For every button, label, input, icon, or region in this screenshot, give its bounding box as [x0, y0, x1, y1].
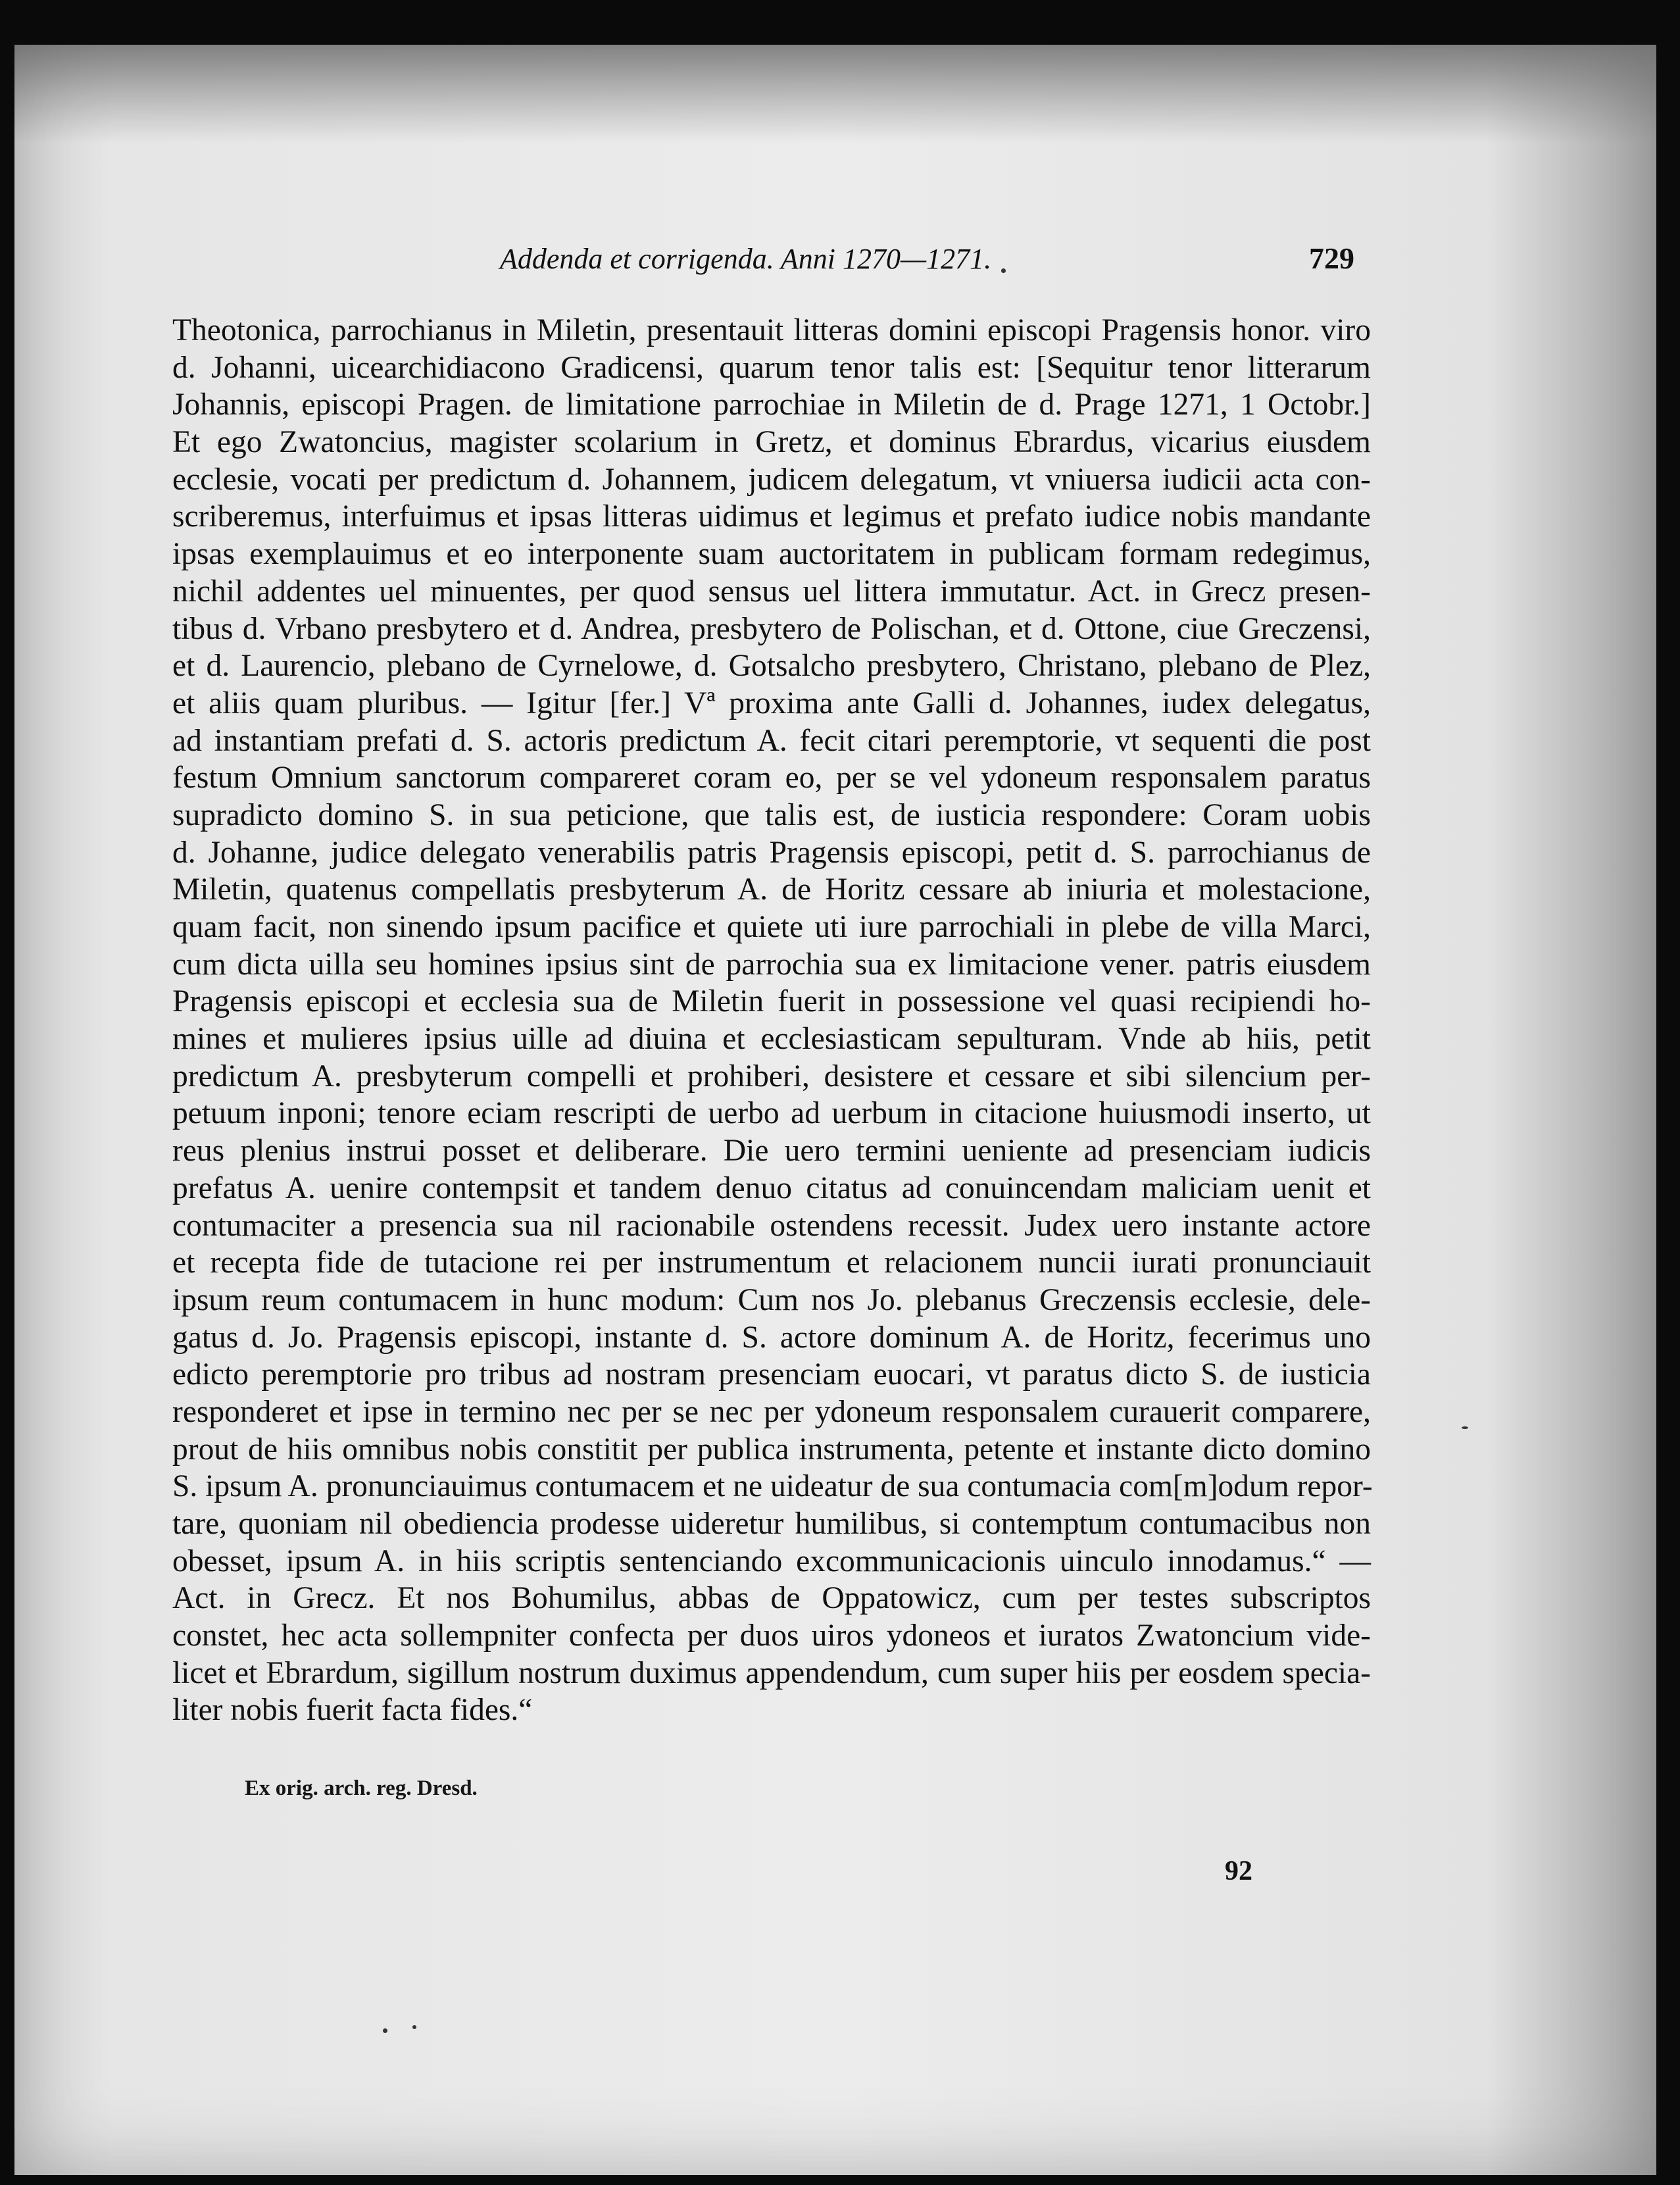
- text-line: d. Johanni, uicearchidiacono Gradicensi, quarum tenor talis est: [Sequitur tenor litterarum: [172, 350, 1371, 385]
- scan-speck: [1001, 268, 1006, 273]
- text-line: responderet et ipse in termino nec per se nec per ydoneum responsalem curauerit comparere,: [172, 1394, 1371, 1429]
- text-line: prout de hiis omnibus nobis constitit per publica instrumenta, petente et instante dicto domino: [172, 1432, 1371, 1467]
- text-line: nichil addentes uel minuentes, per quod sensus uel littera immutatur. Act. in Grecz presen-: [172, 574, 1371, 609]
- text-line: Pragensis episcopi et ecclesia sua de Miletin fuerit in possessione vel quasi recipiendi ho-: [172, 984, 1371, 1019]
- sheet-signature: 92: [1225, 1856, 1252, 1886]
- text-line: obesset, ipsum A. in hiis scriptis sentenciando excommunicacionis uinculo innodamus.“ —: [172, 1544, 1371, 1578]
- text-line: Et ego Zwatoncius, magister scolarium in Gretz, et dominus Ebrardus, vicarius eiusdem: [172, 425, 1371, 460]
- text-line: Act. in Grecz. Et nos Bohumilus, abbas de Oppatowicz, cum per testes subscriptos: [172, 1581, 1371, 1616]
- scan-speck: [383, 2028, 387, 2033]
- scan-right-shadow: [1485, 45, 1656, 2175]
- text-line: petuum inponi; tenore eciam rescripti de uerbo ad uerbum in citacione huiusmodi inserto, ut: [172, 1096, 1371, 1131]
- scan-top-shadow: [14, 45, 1656, 143]
- scan-speck: [1462, 1426, 1468, 1429]
- text-line: constet, hec acta sollempniter confecta per duos uiros ydoneos et iuratos Zwatoncium vide-: [172, 1619, 1371, 1653]
- text-line: et recepta fide de tutacione rei per instrumentum et relacionem nuncii iurati pronunciauit: [172, 1245, 1371, 1280]
- text-line: et d. Laurencio, plebano de Cyrnelowe, d. Gotsalcho presbytero, Christano, plebano de Plez,: [172, 649, 1371, 684]
- text-line: Theotonica, parrochianus in Miletin, presentauit litteras domini episcopi Pragensis honor. viro: [172, 313, 1371, 347]
- text-line: scriberemus, interfuimus et ipsas litteras uidimus et legimus et prefato iudice nobis mandante: [172, 499, 1371, 534]
- scan-speck: [412, 2025, 416, 2029]
- text-line: prefatus A. uenire contempsit et tandem denuo citatus ad conuincendam maliciam uenit et: [172, 1170, 1371, 1205]
- text-line: reus plenius instrui posset et deliberare. Die uero termini ueniente ad presenciam iudicis: [172, 1134, 1371, 1168]
- text-line: cum dicta uilla seu homines ipsius sint de parrochia sua ex limitacione vener. patris eiusdem: [172, 947, 1371, 982]
- text-line: S. ipsum A. pronunciauimus contumacem et ne uideatur de sua contumacia com[m]odum repor-: [172, 1469, 1373, 1504]
- text-line: ecclesie, vocati per predictum d. Johannem, judicem delegatum, vt vniuersa iudicii acta con-: [172, 462, 1371, 497]
- source-note: Ex orig. arch. reg. Dresd.: [245, 1776, 478, 1800]
- text-line: d. Johanne, judice delegato venerabilis patris Pragensis episcopi, petit d. S. parrochianus de: [172, 835, 1371, 870]
- running-title: Addenda et corrigenda. Anni 1270—1271.: [500, 243, 992, 275]
- body-text: [172, 312, 1371, 1729]
- text-line: Johannis, episcopi Pragen. de limitatione parrochiae in Miletin de d. Prage 1271, 1 Octobr.]: [172, 388, 1371, 422]
- text-line: tibus d. Vrbano presbytero et d. Andrea, presbytero de Polischan, et d. Ottone, ciue Greczensi,: [172, 611, 1371, 646]
- text-line: predictum A. presbyterum compelli et prohiberi, desistere et cessare et sibi silencium per-: [172, 1059, 1371, 1093]
- text-line: tare, quoniam nil obediencia prodesse uideretur humilibus, si contemptum contumacibus non: [172, 1507, 1371, 1541]
- page-number: 729: [1309, 241, 1354, 275]
- text-line: mines et mulieres ipsius uille ad diuina et ecclesiasticam sepulturam. Vnde ab hiis, petit: [172, 1022, 1371, 1057]
- text-line: contumaciter a presencia sua nil racionabile ostendens recessit. Judex uero instante actore: [172, 1208, 1371, 1243]
- text-line: liter nobis fuerit facta fides.“: [172, 1693, 533, 1728]
- text-line: ipsum reum contumacem in hunc modum: Cum nos Jo. plebanus Greczensis ecclesie, dele-: [172, 1282, 1371, 1317]
- text-line: ipsas exemplauimus et eo interponente suam auctoritatem in publicam formam redegimus,: [172, 537, 1371, 572]
- text-line: gatus d. Jo. Pragensis episcopi, instante d. S. actore dominum A. de Horitz, fecerimus uno: [172, 1320, 1371, 1355]
- text-line: Miletin, quatenus compellatis presbyterum A. de Horitz cessare ab iniuria et molestacione,: [172, 872, 1371, 907]
- text-line: ad instantiam prefati d. S. actoris predictum A. fecit citari peremptorie, vt sequenti die post: [172, 723, 1371, 758]
- text-line: edicto peremptorie pro tribus ad nostram presenciam euocari, vt paratus dicto S. de iusticia: [172, 1357, 1371, 1392]
- text-line: licet et Ebrardum, sigillum nostrum duximus appendendum, cum super hiis per eosdem specia-: [172, 1655, 1371, 1690]
- text-line: festum Omnium sanctorum compareret coram eo, per se vel ydoneum responsalem paratus: [172, 761, 1371, 795]
- text-line: supradicto domino S. in sua peticione, que talis est, de iusticia respondere: Coram uobis: [172, 797, 1371, 832]
- text-line: et aliis quam pluribus. — Igitur [fer.] Vª proxima ante Galli d. Johannes, iudex delegatus,: [172, 686, 1371, 720]
- text-line: quam facit, non sinendo ipsum pacifice et quiete uti iure parrochiali in plebe de villa Marci,: [172, 910, 1371, 944]
